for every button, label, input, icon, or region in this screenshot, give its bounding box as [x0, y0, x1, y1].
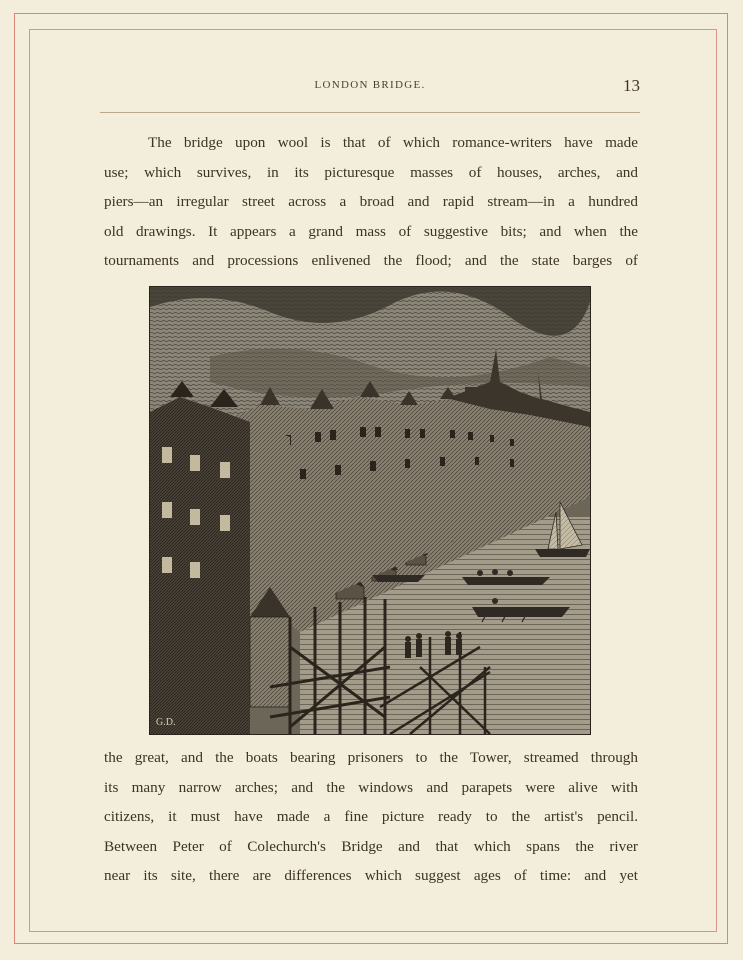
page-number: 13	[623, 76, 640, 95]
text-line: use; which survives, in its picturesque masses of houses, arches, and	[104, 163, 638, 181]
text-line: The bridge upon wool is that of which romance-writers have made	[148, 134, 638, 151]
paragraph-bottom	[104, 743, 638, 891]
text-line: the great, and the boats bearing prisoners to the Tower, streamed through	[104, 749, 638, 766]
engraver-signature: G.D.	[156, 717, 176, 728]
bridge-engraving	[149, 286, 591, 735]
text-line: near its site, there are differences which suggest ages of time: and yet	[104, 867, 638, 885]
text-line: old drawings. It appears a grand mass of suggestive bits; and when the	[104, 222, 638, 240]
header-rule	[100, 112, 640, 113]
text-line: its many narrow arches; and the windows and parapets were alive with	[104, 778, 638, 796]
paragraph-top	[104, 128, 638, 276]
running-title: LONDON BRIDGE.	[314, 79, 426, 91]
text-line: citizens, it must have made a fine picture ready to the artist's pencil.	[104, 808, 638, 826]
text-line: Between Peter of Colechurch's Bridge and that which spans the river	[104, 837, 638, 855]
sailboat	[535, 549, 590, 557]
text-line: tournaments and processions enlivened the flood; and the state barges of	[104, 252, 638, 270]
running-head	[100, 76, 640, 98]
text-line: piers—an irregular street across a broad and rapid stream—in a hundred	[104, 193, 638, 211]
